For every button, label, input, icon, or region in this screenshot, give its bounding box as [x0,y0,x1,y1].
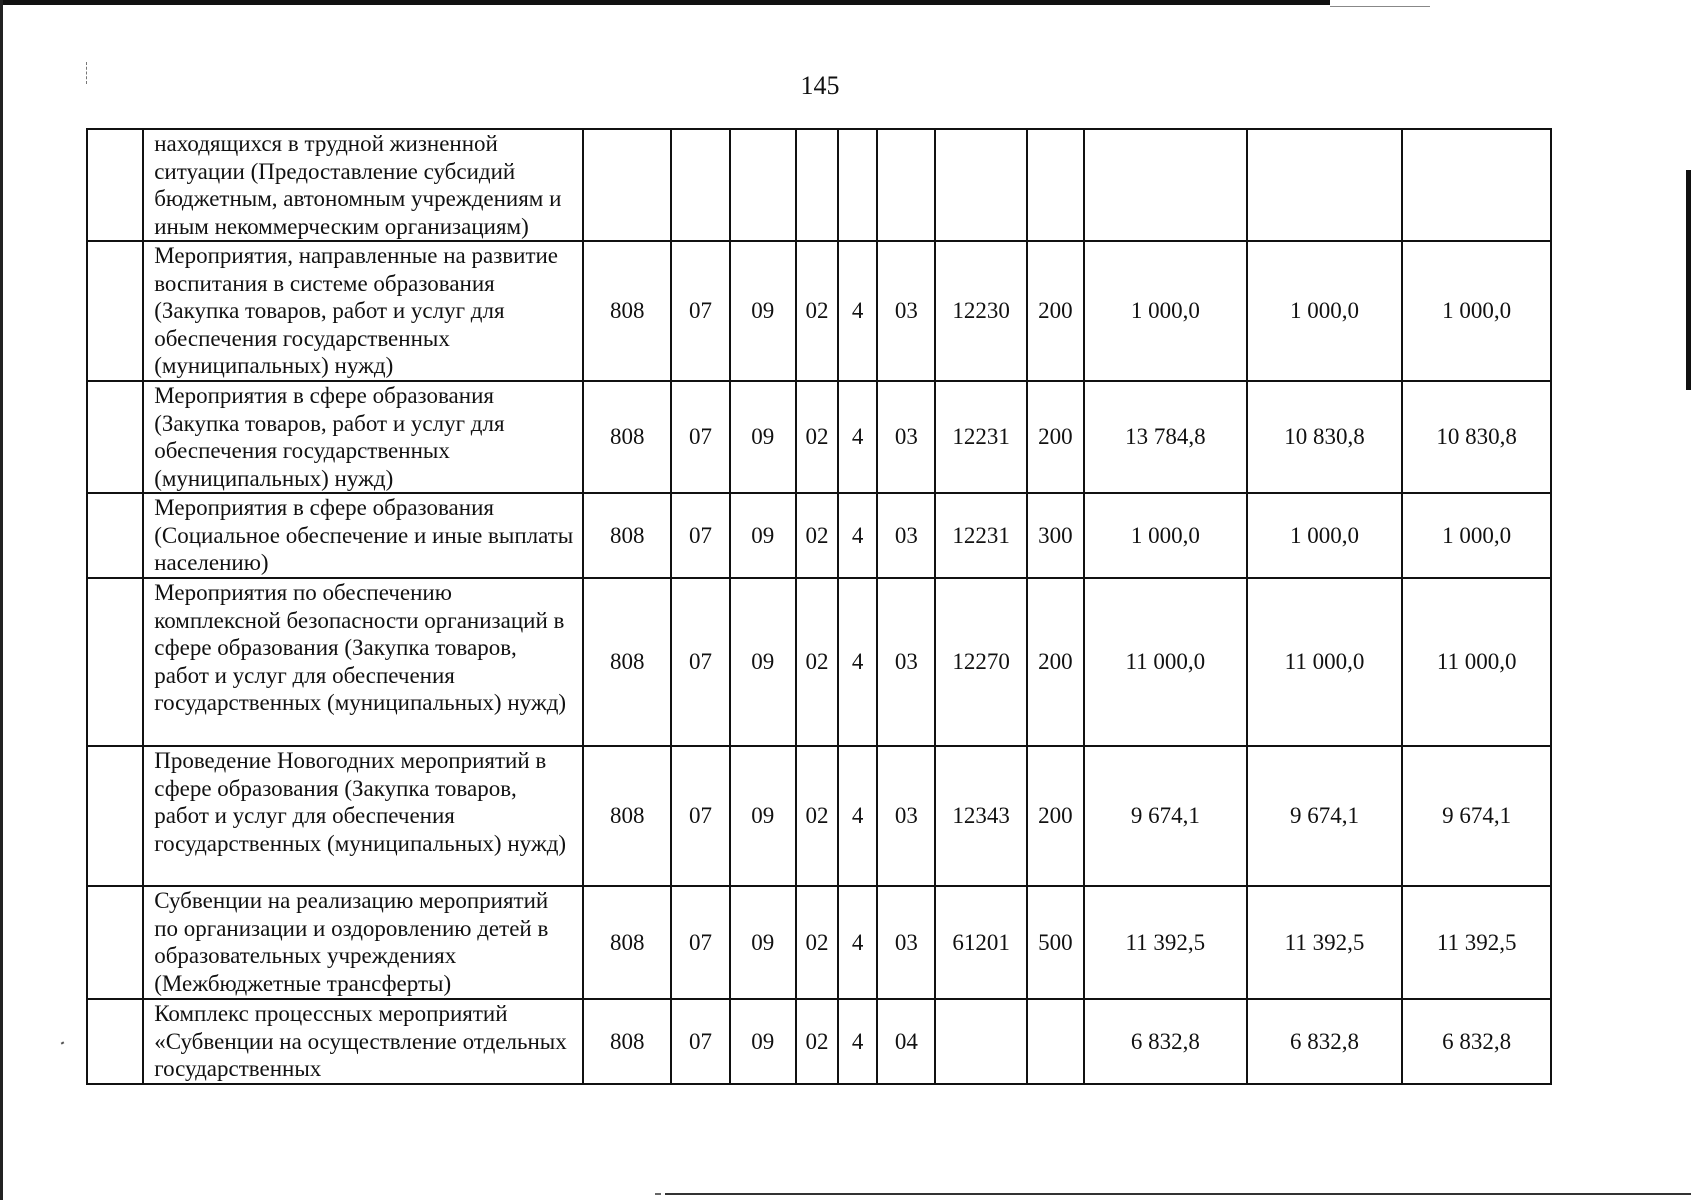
cell-department-code: 808 [583,886,671,999]
cell-section-code [671,129,729,241]
cell-section-code: 07 [671,999,729,1084]
cell-subsection-code: 09 [730,999,796,1084]
row-description: находящихся в трудной жизненной ситуации (Предоставление субсидий бюджетным, автономным учреждениям и иным некоммерческим организациям) [143,129,583,241]
cell-target-article-direction: 12231 [935,381,1026,493]
cell-expense-type: 300 [1027,493,1084,578]
cell-amount-year-2: 1 000,0 [1247,241,1403,381]
cell-target-article-complex: 03 [877,493,935,578]
cell-target-article-type: 4 [838,886,877,999]
cell-row-number [87,999,143,1084]
cell-amount-year-3: 11 392,5 [1402,886,1551,999]
cell-target-article-program: 02 [796,886,838,999]
cell-department-code: 808 [583,493,671,578]
table-body [87,129,1551,1084]
cell-section-code: 07 [671,241,729,381]
cell-amount-year-3 [1402,129,1551,241]
cell-amount-year-3: 1 000,0 [1402,493,1551,578]
row-description: Проведение Новогодних мероприятий в сфере образования (Закупка товаров, работ и услуг для обеспечения государственных (муниципальных) нужд) [143,746,583,886]
cell-row-number [87,241,143,381]
row-description: Субвенции на реализацию мероприятий по организации и оздоровлению детей в образовательных учреждениях (Межбюджетные трансферты) [143,886,583,999]
cell-amount-year-1: 11 392,5 [1084,886,1247,999]
cell-amount-year-2: 10 830,8 [1247,381,1403,493]
cell-target-article-type: 4 [838,493,877,578]
row-description: Комплекс процессных мероприятий «Субвенции на осуществление отдельных государственных [143,999,583,1084]
cell-target-article-direction: 12230 [935,241,1026,381]
cell-target-article-complex: 04 [877,999,935,1084]
cell-subsection-code: 09 [730,886,796,999]
cell-expense-type: 200 [1027,746,1084,886]
cell-amount-year-1: 1 000,0 [1084,493,1247,578]
cell-section-code: 07 [671,746,729,886]
cell-target-article-type: 4 [838,578,877,746]
cell-target-article-complex: 03 [877,746,935,886]
cell-department-code [583,129,671,241]
scan-bottom-dash [655,1193,661,1195]
scan-right-edge [1686,170,1691,390]
cell-department-code: 808 [583,241,671,381]
cell-target-article-type: 4 [838,746,877,886]
cell-amount-year-1: 9 674,1 [1084,746,1247,886]
cell-amount-year-2: 1 000,0 [1247,493,1403,578]
cell-target-article-type: 4 [838,381,877,493]
table-row [87,241,1551,381]
cell-subsection-code: 09 [730,381,796,493]
cell-target-article-complex: 03 [877,578,935,746]
cell-amount-year-3: 11 000,0 [1402,578,1551,746]
cell-amount-year-1: 6 832,8 [1084,999,1247,1084]
cell-target-article-program: 02 [796,381,838,493]
cell-target-article-direction: 61201 [935,886,1026,999]
cell-target-article-complex: 03 [877,886,935,999]
cell-department-code: 808 [583,381,671,493]
cell-row-number [87,886,143,999]
cell-amount-year-1: 11 000,0 [1084,578,1247,746]
table-row [87,886,1551,999]
cell-target-article-program: 02 [796,746,838,886]
cell-amount-year-2: 6 832,8 [1247,999,1403,1084]
scan-speck [61,1041,65,1044]
cell-amount-year-2: 9 674,1 [1247,746,1403,886]
scan-top-border-tail [1330,6,1430,7]
cell-row-number [87,381,143,493]
table-row [87,999,1551,1084]
cell-amount-year-2 [1247,129,1403,241]
cell-row-number [87,129,143,241]
cell-row-number [87,493,143,578]
cell-amount-year-3: 10 830,8 [1402,381,1551,493]
cell-row-number [87,578,143,746]
cell-amount-year-3: 9 674,1 [1402,746,1551,886]
cell-expense-type: 200 [1027,578,1084,746]
scan-left-edge [0,0,3,1200]
cell-amount-year-3: 1 000,0 [1402,241,1551,381]
cell-amount-year-3: 6 832,8 [1402,999,1551,1084]
cell-section-code: 07 [671,886,729,999]
cell-section-code: 07 [671,493,729,578]
budget-table [86,128,1552,1085]
cell-department-code: 808 [583,999,671,1084]
cell-target-article-program: 02 [796,999,838,1084]
cell-target-article-direction: 12231 [935,493,1026,578]
scan-margin-mark [86,62,88,84]
cell-subsection-code: 09 [730,493,796,578]
table-row [87,578,1551,746]
cell-amount-year-2: 11 392,5 [1247,886,1403,999]
cell-target-article-program [796,129,838,241]
row-description: Мероприятия в сфере образования (Закупка товаров, работ и услуг для обеспечения государственных (муниципальных) нужд) [143,381,583,493]
scan-top-border [0,0,1330,5]
cell-target-article-direction [935,999,1026,1084]
table-row [87,129,1551,241]
cell-target-article-complex: 03 [877,241,935,381]
cell-subsection-code: 09 [730,241,796,381]
cell-amount-year-1 [1084,129,1247,241]
table-row [87,381,1551,493]
cell-expense-type [1027,999,1084,1084]
cell-expense-type: 200 [1027,381,1084,493]
cell-target-article-direction [935,129,1026,241]
cell-target-article-program: 02 [796,578,838,746]
cell-target-article-program: 02 [796,493,838,578]
cell-subsection-code: 09 [730,746,796,886]
cell-department-code: 808 [583,578,671,746]
cell-department-code: 808 [583,746,671,886]
cell-expense-type: 500 [1027,886,1084,999]
cell-target-article-program: 02 [796,241,838,381]
scan-bottom-border [665,1193,1691,1195]
cell-target-article-complex [877,129,935,241]
cell-target-article-type: 4 [838,999,877,1084]
cell-amount-year-1: 1 000,0 [1084,241,1247,381]
row-description: Мероприятия, направленные на развитие воспитания в системе образования (Закупка товаров, работ и услуг для обеспечения государственных (муниципальных) нужд) [143,241,583,381]
cell-target-article-complex: 03 [877,381,935,493]
table-row [87,493,1551,578]
cell-expense-type: 200 [1027,241,1084,381]
cell-expense-type [1027,129,1084,241]
cell-subsection-code [730,129,796,241]
cell-subsection-code: 09 [730,578,796,746]
row-description: Мероприятия в сфере образования (Социальное обеспечение и иные выплаты населению) [143,493,583,578]
page-number: 145 [800,71,840,100]
cell-amount-year-2: 11 000,0 [1247,578,1403,746]
cell-target-article-direction: 12270 [935,578,1026,746]
table-row [87,746,1551,886]
row-description: Мероприятия по обеспечению комплексной безопасности организаций в сфере образования (Закупка товаров, работ и услуг для обеспечения государственных (муниципальных) нужд) [143,578,583,746]
cell-target-article-type [838,129,877,241]
cell-amount-year-1: 13 784,8 [1084,381,1247,493]
cell-section-code: 07 [671,578,729,746]
cell-target-article-type: 4 [838,241,877,381]
cell-target-article-direction: 12343 [935,746,1026,886]
cell-row-number [87,746,143,886]
cell-section-code: 07 [671,381,729,493]
